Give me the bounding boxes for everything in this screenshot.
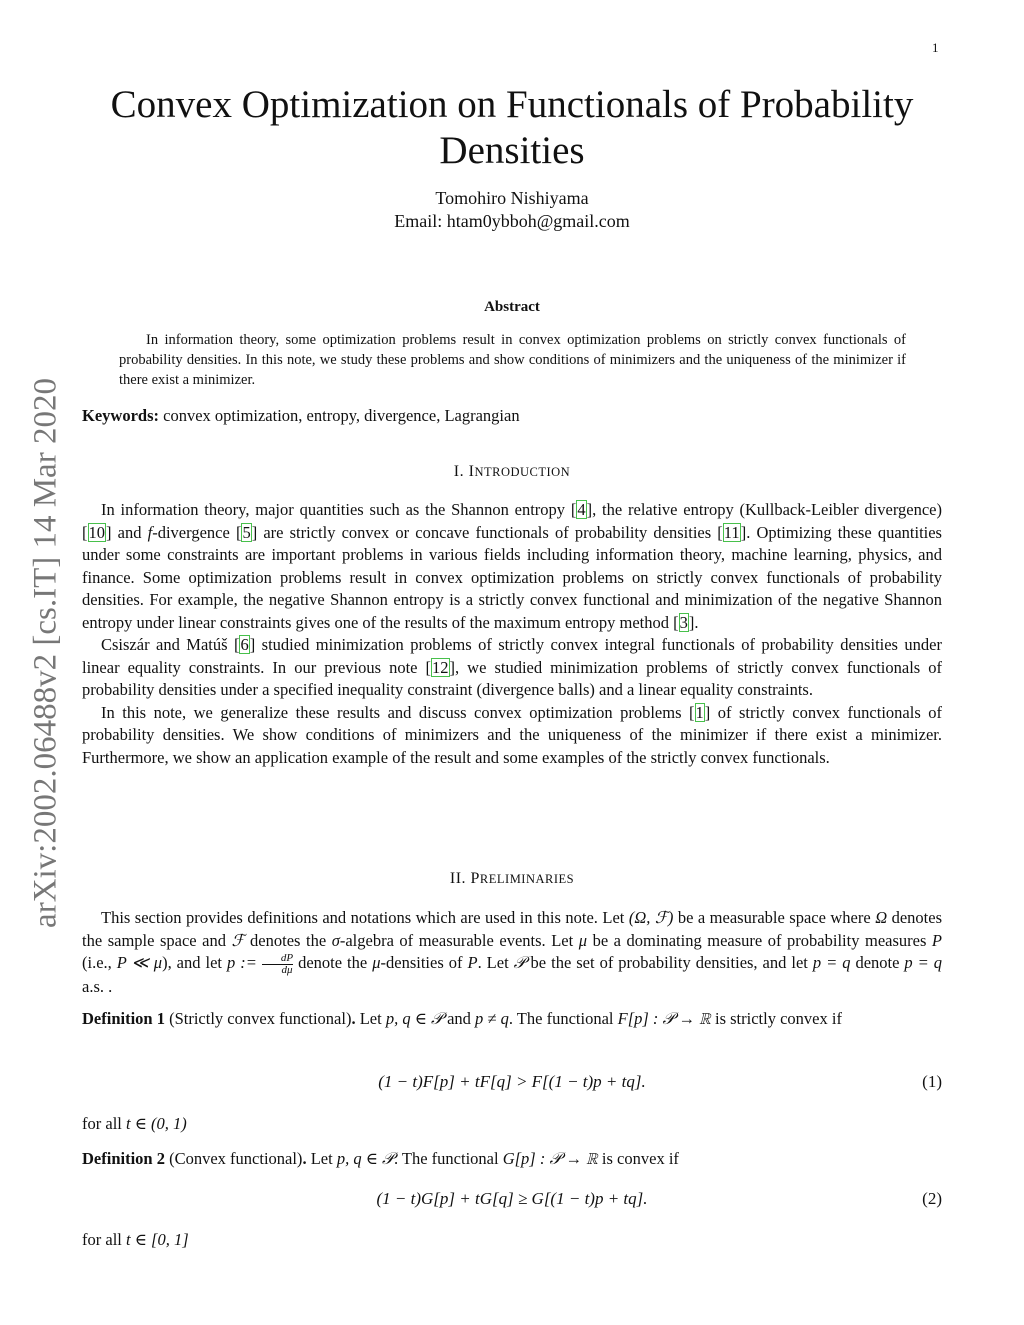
title-line-1: Convex Optimization on Functionals of Probability bbox=[110, 83, 914, 126]
keywords-label: Keywords: bbox=[82, 406, 159, 425]
citation-11[interactable]: 11 bbox=[723, 522, 740, 542]
definition-2-label: Definition 2 bbox=[82, 1149, 165, 1168]
introduction-body bbox=[82, 499, 942, 769]
definition-1-label: Definition 1 bbox=[82, 1009, 165, 1028]
intro-paragraph-2: Csiszár and Matúš [6] studied minimization problems of strictly convex integral functionals of probability densities under linear equality constraints. In our previous note [12], we studied minimization problems of strictly convex functionals of probability densities under a specified inequality constraint (divergence balls) and a linear equality constraints. bbox=[82, 635, 942, 699]
title-line-2: Densities bbox=[439, 129, 585, 172]
intro-paragraph-3: In this note, we generalize these results and discuss convex optimization problems [1] of strictly convex functionals of probability densities. We show conditions of minimizers and the uniqueness of the minimizer if there exist a minimizer. Furthermore, we show an application example of the result and some examples of the strictly convex functionals. bbox=[82, 702, 942, 767]
preliminaries-paragraph: This section provides definitions and notations which are used in this note. Let (Ω, ℱ) be a measurable space where Ω denotes the sample space and ℱ denotes the σ-algebra of measurable events. Let μ be a dominating measure of probability measures P (i.e., P ≪ μ), and let p := $\frac{dP}{d\mu}$ denote the μ-densities of P. Let 𝒫 be the set of probability densities, and let p = q denote p = q a.s. . bbox=[82, 908, 943, 996]
equation-2-expression: (1 − t)G[p] + tG[q] ≥ G[(1 − t)p + tq]. bbox=[376, 1189, 648, 1208]
definition-2: Definition 2 (Convex functional). Let p, q ∈ 𝒫. The functional G[p] : 𝒫 → ℝ is convex if bbox=[82, 1149, 679, 1168]
section-numeral: II. bbox=[449, 870, 471, 887]
author-name: Tomohiro Nishiyama bbox=[435, 188, 589, 208]
equation-2-number: (2) bbox=[922, 1189, 942, 1208]
abstract-text: In information theory, some optimization problems result in convex optimization problems on strictly convex functionals of probability densities. In this note, we study these problems and show conditions of minimizers and the uniqueness of the minimizer if there exist a minimizer. bbox=[119, 332, 906, 388]
keywords-line bbox=[82, 406, 942, 426]
equation-1-number: (1) bbox=[922, 1072, 942, 1091]
citation-6[interactable]: 6 bbox=[240, 635, 249, 654]
section-title-rest: RELIMINARIES bbox=[479, 872, 575, 886]
author-block bbox=[80, 187, 944, 233]
page-number: 1 bbox=[932, 40, 939, 55]
paper-title bbox=[80, 82, 944, 174]
density-fraction: $\frac{dP}{d\mu}$ bbox=[262, 953, 293, 976]
citation-4[interactable]: 4 bbox=[577, 500, 586, 519]
intro-paragraph-1: In information theory, major quantities such as the Shannon entropy [4], the relative entropy (Kullback-Leibler divergence) [10] and f-divergence [5] are strictly convex or concave functionals of probability densities [11]. Optimizing these quantities under some constraints are important problems in various fields including information theory, machine learning, physics, and finance. Some optimization problems result in convex optimization problems on strictly convex functionals of probability densities. For example, the negative Shannon entropy is a strictly convex functional and minimization of the negative Shannon entropy under linear constraints gives one of the results of the maximum entropy method [3]. bbox=[82, 500, 942, 632]
section-title-initial: P bbox=[470, 870, 480, 887]
citation-5[interactable]: 5 bbox=[242, 522, 251, 542]
definition-1: Definition 1 (Strictly convex functional). Let p, q ∈ 𝒫 and p ≠ q. The functional F[p] : 𝒫 → ℝ is strictly convex if bbox=[82, 1009, 842, 1028]
section-numeral: I. bbox=[453, 463, 469, 480]
arxiv-side-identifier bbox=[26, 368, 66, 938]
equation-1 bbox=[82, 1072, 942, 1096]
equation-1-expression: (1 − t)F[p] + tF[q] > F[(1 − t)p + tq]. bbox=[378, 1072, 646, 1091]
citation-12[interactable]: 12 bbox=[432, 657, 449, 677]
preliminaries-body bbox=[82, 907, 942, 998]
equation-2 bbox=[82, 1189, 942, 1213]
abstract-heading: Abstract bbox=[484, 299, 540, 315]
citation-10[interactable]: 10 bbox=[88, 522, 105, 542]
section-title-rest: NTRODUCTION bbox=[474, 465, 571, 479]
citation-3[interactable]: 3 bbox=[679, 612, 688, 632]
section-heading-introduction bbox=[80, 463, 944, 481]
definition-1-domain: for all t ∈ (0, 1) bbox=[82, 1114, 187, 1133]
author-email[interactable]: Email: htam0ybboh@gmail.com bbox=[394, 211, 630, 231]
definition-2-domain: for all t ∈ [0, 1] bbox=[82, 1230, 189, 1249]
arxiv-identifier-text: arXiv:2002.06488v2 [cs.IT] 14 Mar 2020 bbox=[27, 378, 64, 928]
section-heading-preliminaries bbox=[80, 870, 944, 888]
citation-1[interactable]: 1 bbox=[695, 702, 704, 722]
keywords-text: convex optimization, entropy, divergence, Lagrangian bbox=[159, 406, 520, 425]
section-title-initial: I bbox=[468, 463, 475, 480]
